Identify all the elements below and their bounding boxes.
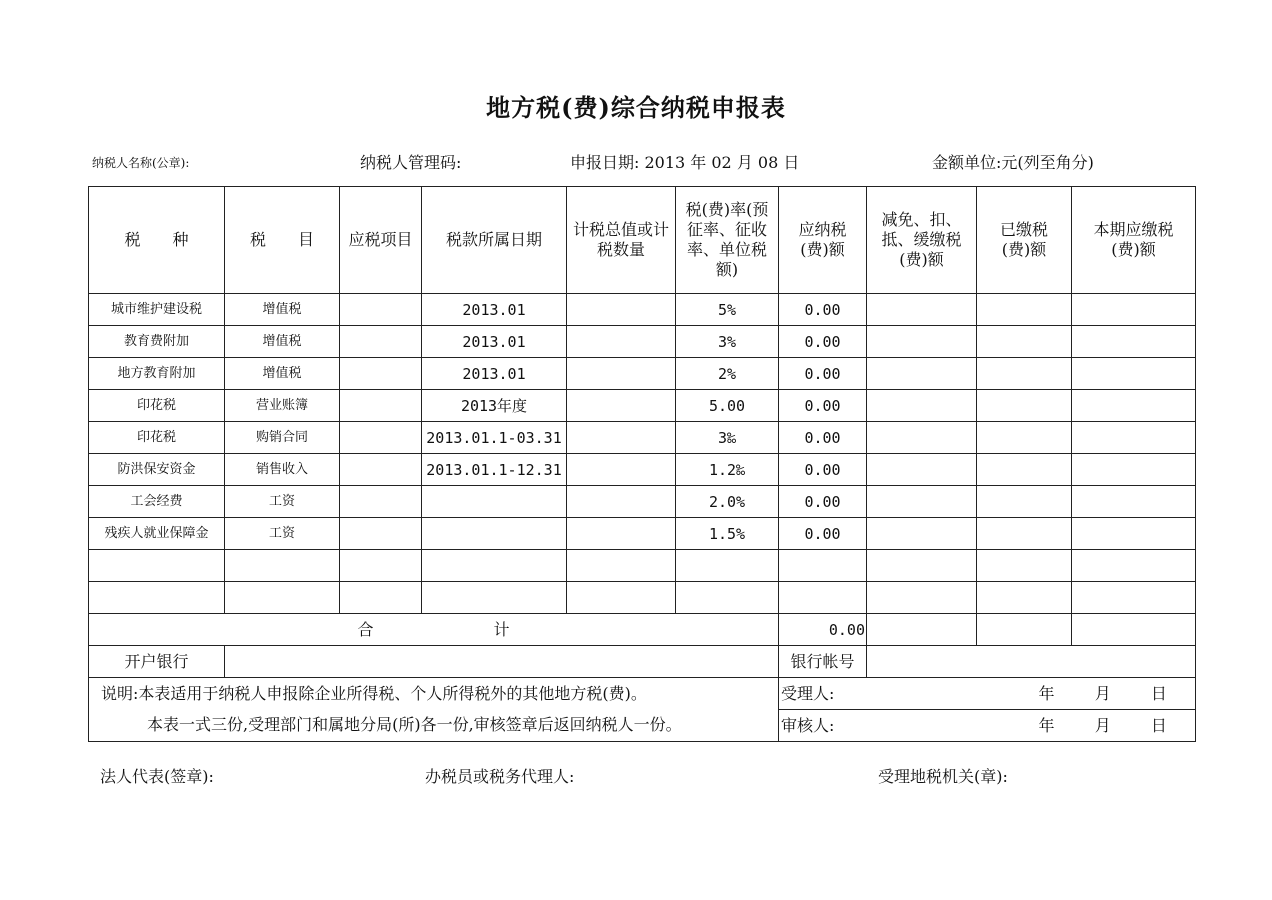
cell-rate: 1.2‰ [676, 454, 779, 486]
cell-current-due[interactable] [1072, 486, 1196, 518]
cell-tax-type: 防洪保安资金 [89, 454, 225, 486]
cell-paid[interactable] [977, 486, 1072, 518]
cell-rate: 5% [676, 294, 779, 326]
cell-payable: 0.00 [779, 422, 867, 454]
header-tax-base: 计税总值或计税数量 [567, 187, 676, 294]
cell-payable: 0.00 [779, 294, 867, 326]
cell-tax-item: 工资 [225, 518, 340, 550]
cell-base[interactable] [567, 294, 676, 326]
reviewer-year: 年 [1038, 715, 1055, 735]
cell-taxable-item[interactable] [340, 358, 422, 390]
cell-period: 2013.01.1-03.31 [422, 422, 567, 454]
cell-tax-item: 工资 [225, 486, 340, 518]
reviewer-field[interactable] [779, 710, 1196, 742]
cell-tax-item: 增值税 [225, 326, 340, 358]
cell-paid[interactable] [977, 422, 1072, 454]
total-deduction[interactable] [867, 614, 977, 646]
cell-paid[interactable] [977, 294, 1072, 326]
bank-account-label: 银行帐号 [779, 646, 867, 678]
table-row [89, 326, 1196, 358]
cell-taxable-item[interactable] [340, 422, 422, 454]
header-row [89, 187, 1196, 294]
cell-deduction[interactable] [867, 486, 977, 518]
cell-taxable-item[interactable] [340, 486, 422, 518]
cell-rate: 3‰ [676, 422, 779, 454]
cell-deduction[interactable] [867, 390, 977, 422]
cell-tax-type: 地方教育附加 [89, 358, 225, 390]
cell-period[interactable] [422, 518, 567, 550]
cell-taxable-item[interactable] [340, 518, 422, 550]
cell-empty[interactable] [225, 582, 340, 614]
cell-empty[interactable] [89, 582, 225, 614]
cell-payable: 0.00 [779, 518, 867, 550]
cell-period: 2013.01 [422, 326, 567, 358]
table-row [89, 294, 1196, 326]
reviewer-day: 日 [1150, 715, 1167, 735]
cell-payable: 0.00 [779, 486, 867, 518]
receiver-field[interactable] [779, 678, 1196, 710]
cell-base[interactable] [567, 518, 676, 550]
header-tax-period: 税款所属日期 [422, 187, 567, 294]
cell-rate: 5.00 [676, 390, 779, 422]
cell-tax-type: 工会经费 [89, 486, 225, 518]
header-paid: 已缴税(费)额 [977, 187, 1072, 294]
cell-taxable-item[interactable] [340, 326, 422, 358]
cell-tax-type: 印花税 [89, 422, 225, 454]
total-row [89, 614, 1196, 646]
cell-empty[interactable] [676, 582, 779, 614]
cell-empty[interactable] [340, 582, 422, 614]
cell-tax-item: 增值税 [225, 358, 340, 390]
cell-paid[interactable] [977, 518, 1072, 550]
declare-date-label: 申报日期: 2013 年 02 月 08 日 [570, 153, 800, 172]
table-row [89, 486, 1196, 518]
notes-row-1 [89, 678, 1196, 710]
total-current-due[interactable] [1072, 614, 1196, 646]
cell-paid[interactable] [977, 454, 1072, 486]
header-current-due: 本期应缴税(费)额 [1072, 187, 1196, 294]
notes-line-1: 说明:本表适用于纳税人申报除企业所得税、个人所得税外的其他地方税(费)。 [89, 678, 779, 710]
tax-declaration-table [88, 186, 1196, 742]
amount-unit-label: 金额单位:元(列至角分) [932, 153, 1094, 172]
cell-rate: 1.5% [676, 518, 779, 550]
taxpayer-name-label: 纳税人名称(公章): [92, 156, 190, 170]
cell-base[interactable] [567, 326, 676, 358]
cell-taxable-item[interactable] [340, 390, 422, 422]
cell-empty[interactable] [422, 582, 567, 614]
cell-payable: 0.00 [779, 326, 867, 358]
cell-current-due[interactable] [1072, 294, 1196, 326]
legal-rep-label: 法人代表(签章): [100, 767, 214, 786]
table-row [89, 358, 1196, 390]
cell-period: 2013.01 [422, 358, 567, 390]
cell-current-due[interactable] [1072, 326, 1196, 358]
cell-empty[interactable] [867, 550, 977, 582]
cell-payable: 0.00 [779, 358, 867, 390]
cell-current-due[interactable] [1072, 358, 1196, 390]
cell-deduction[interactable] [867, 294, 977, 326]
cell-base[interactable] [567, 486, 676, 518]
cell-deduction[interactable] [867, 326, 977, 358]
header-deduction: 减免、扣、抵、缓缴税(费)额 [867, 187, 977, 294]
cell-empty[interactable] [676, 550, 779, 582]
cell-period: 2013.01 [422, 294, 567, 326]
cell-tax-type: 印花税 [89, 390, 225, 422]
table-row [89, 518, 1196, 550]
cell-taxable-item[interactable] [340, 454, 422, 486]
notes-row-2 [89, 710, 1196, 742]
cell-empty[interactable] [977, 582, 1072, 614]
cell-rate: 2% [676, 358, 779, 390]
cell-deduction[interactable] [867, 358, 977, 390]
cell-tax-type: 城市维护建设税 [89, 294, 225, 326]
bank-row [89, 646, 1196, 678]
receiver-day: 日 [1150, 683, 1167, 703]
cell-empty[interactable] [225, 550, 340, 582]
cell-current-due[interactable] [1072, 390, 1196, 422]
table-row [89, 422, 1196, 454]
cell-empty[interactable] [89, 550, 225, 582]
taxpayer-code-label: 纳税人管理码: [360, 153, 462, 172]
open-bank-field[interactable] [225, 646, 779, 678]
cell-period[interactable] [422, 486, 567, 518]
cell-empty[interactable] [977, 550, 1072, 582]
authority-label: 受理地税机关(章): [878, 767, 1008, 786]
open-bank-label: 开户银行 [89, 646, 225, 678]
cell-tax-item: 营业账簿 [225, 390, 340, 422]
header-rate: 税(费)率(预征率、征收率、单位税额) [676, 187, 779, 294]
receiver-year: 年 [1038, 683, 1055, 703]
cell-empty[interactable] [340, 550, 422, 582]
cell-empty[interactable] [422, 550, 567, 582]
table-row-empty [89, 582, 1196, 614]
cell-paid[interactable] [977, 326, 1072, 358]
cell-payable: 0.00 [779, 390, 867, 422]
cell-tax-item: 购销合同 [225, 422, 340, 454]
cell-current-due[interactable] [1072, 518, 1196, 550]
cell-rate: 2.0% [676, 486, 779, 518]
cell-tax-item: 销售收入 [225, 454, 340, 486]
cell-current-due[interactable] [1072, 454, 1196, 486]
reviewer-month: 月 [1094, 715, 1111, 735]
cell-empty[interactable] [1072, 550, 1196, 582]
cell-deduction[interactable] [867, 518, 977, 550]
cell-payable: 0.00 [779, 454, 867, 486]
cell-paid[interactable] [977, 390, 1072, 422]
cell-base[interactable] [567, 422, 676, 454]
cell-empty[interactable] [1072, 582, 1196, 614]
cell-deduction[interactable] [867, 422, 977, 454]
cell-empty[interactable] [567, 582, 676, 614]
receiver-label: 受理人: [781, 683, 835, 703]
cell-base[interactable] [567, 390, 676, 422]
cell-deduction[interactable] [867, 454, 977, 486]
cell-empty[interactable] [779, 550, 867, 582]
header-payable: 应纳税(费)额 [779, 187, 867, 294]
cell-tax-type: 残疾人就业保障金 [89, 518, 225, 550]
total-paid[interactable] [977, 614, 1072, 646]
agent-label: 办税员或税务代理人: [425, 767, 575, 786]
cell-period: 2013.01.1-12.31 [422, 454, 567, 486]
form-title: 地方税(费)综合纳税申报表 [486, 93, 786, 122]
total-label-b: 计 [493, 619, 510, 639]
notes-line-2: 本表一式三份,受理部门和属地分局(所)各一份,审核签章后返回纳税人一份。 [89, 710, 779, 742]
header-taxable-item: 应税项目 [340, 187, 422, 294]
cell-empty[interactable] [867, 582, 977, 614]
reviewer-label: 审核人: [781, 715, 835, 735]
cell-taxable-item[interactable] [340, 294, 422, 326]
table-row [89, 390, 1196, 422]
cell-paid[interactable] [977, 358, 1072, 390]
cell-rate: 3% [676, 326, 779, 358]
bank-account-field[interactable] [867, 646, 1196, 678]
total-label [89, 614, 779, 646]
cell-tax-item: 增值税 [225, 294, 340, 326]
cell-current-due[interactable] [1072, 422, 1196, 454]
cell-base[interactable] [567, 358, 676, 390]
header-tax-item: 税 目 [225, 187, 340, 294]
total-label-a: 合 [357, 619, 374, 639]
cell-base[interactable] [567, 454, 676, 486]
header-tax-type: 税 种 [89, 187, 225, 294]
cell-empty[interactable] [567, 550, 676, 582]
cell-tax-type: 教育费附加 [89, 326, 225, 358]
table-row [89, 454, 1196, 486]
cell-period: 2013年度 [422, 390, 567, 422]
table-row-empty [89, 550, 1196, 582]
cell-empty[interactable] [779, 582, 867, 614]
receiver-month: 月 [1094, 683, 1111, 703]
total-value: 0.00 [779, 614, 867, 646]
